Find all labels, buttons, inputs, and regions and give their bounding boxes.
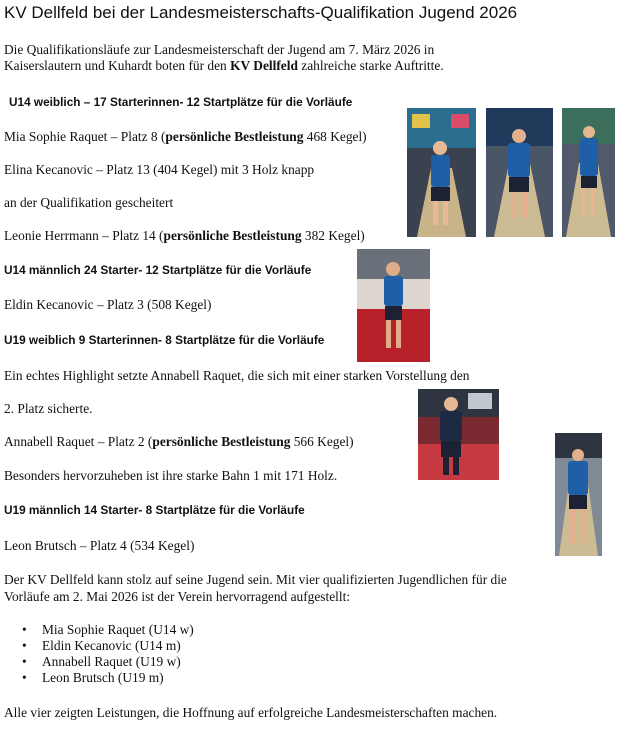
photo-mia-sophie-raquet xyxy=(407,108,476,237)
photo-leonie-herrmann xyxy=(562,108,615,237)
list-item: • Annabell Raquet (U19 w) xyxy=(22,654,181,669)
list-item: • Leon Brutsch (U19 m) xyxy=(22,670,164,685)
result-mia-sophie-raquet: Mia Sophie Raquet – Platz 8 (persönliche Bestleistung 468 Kegel) xyxy=(4,129,367,144)
photo-annabell-raquet xyxy=(418,389,499,480)
list-item: • Mia Sophie Raquet (U14 w) xyxy=(22,622,194,637)
result-annabell-raquet: Annabell Raquet – Platz 2 (persönliche Bestleistung 566 Kegel) xyxy=(4,434,354,449)
heading-u14-maennlich: U14 männlich 24 Starter- 12 Startplätze für die Vorläufe xyxy=(4,263,312,277)
photo-eldin-kecanovic xyxy=(357,249,430,362)
heading-u19-weiblich: U19 weiblich 9 Starterinnen- 8 Startplätze für die Vorläufe xyxy=(4,333,325,347)
closing-line-2: Vorläufe am 2. Mai 2026 ist der Verein hervorragend aufgestellt: xyxy=(4,589,351,604)
highlight-text: Ein echtes Highlight setzte Annabell Raquet, die sich mit einer starken Vorstellung den xyxy=(4,368,470,383)
result-elina-kecanovic-cont: an der Qualifikation gescheitert xyxy=(4,195,174,210)
list-item: • Eldin Kecanovic (U14 m) xyxy=(22,638,181,653)
heading-u19-maennlich: U19 männlich 14 Starter- 8 Startplätze für die Vorläufe xyxy=(4,503,305,517)
club-name: KV Dellfeld xyxy=(230,58,298,73)
highlight-text-cont: 2. Platz sicherte. xyxy=(4,401,93,416)
bahn-highlight-text: Besonders hervorzuheben ist ihre starke Bahn 1 mit 171 Holz. xyxy=(4,468,338,483)
intro-line-2: Kaiserslautern und Kuhardt boten für den KV Dellfeld zahlreiche starke Auftritte. xyxy=(4,58,444,73)
result-elina-kecanovic: Elina Kecanovic – Platz 13 (404 Kegel) mit 3 Holz knapp xyxy=(4,162,315,177)
result-leonie-herrmann: Leonie Herrmann – Platz 14 (persönliche Bestleistung 382 Kegel) xyxy=(4,228,365,243)
page-title: KV Dellfeld bei der Landesmeisterschafts-Qualifikation Jugend 2026 xyxy=(4,3,518,22)
photo-elina-kecanovic xyxy=(486,108,553,237)
result-eldin-kecanovic: Eldin Kecanovic – Platz 3 (508 Kegel) xyxy=(4,297,212,312)
result-leon-brutsch: Leon Brutsch – Platz 4 (534 Kegel) xyxy=(4,538,195,553)
photo-leon-brutsch xyxy=(555,433,602,556)
closing-line-1: Der KV Dellfeld kann stolz auf seine Jugend sein. Mit vier qualifizierten Jugendlichen für die xyxy=(4,572,507,587)
heading-u14-weiblich: U14 weiblich – 17 Starterinnen- 12 Startplätze für die Vorläufe xyxy=(9,95,353,109)
qualified-list xyxy=(0,622,194,686)
intro-line-1: Die Qualifikationsläufe zur Landesmeisterschaft der Jugend am 7. März 2026 in xyxy=(4,42,435,57)
closing-final: Alle vier zeigten Leistungen, die Hoffnung auf erfolgreiche Landesmeisterschaften machen. xyxy=(4,705,498,720)
